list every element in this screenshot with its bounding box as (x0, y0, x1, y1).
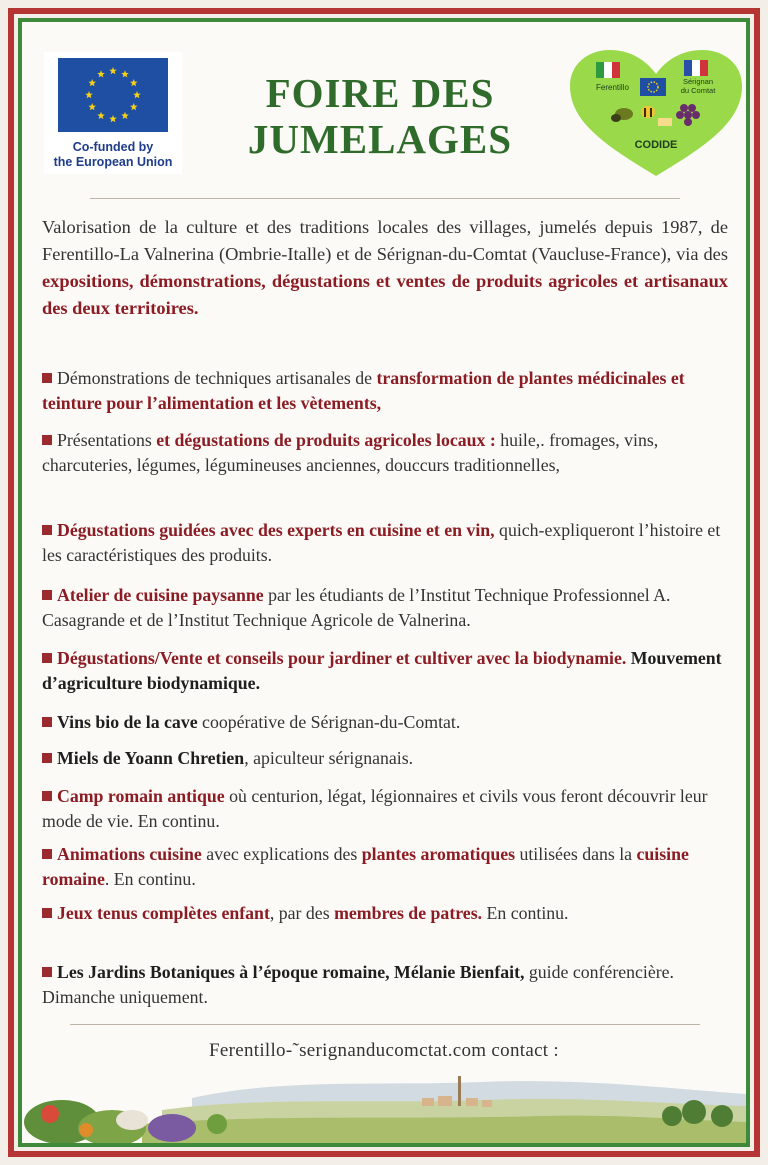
eu-star-icon (97, 70, 105, 77)
eu-star-icon (133, 91, 141, 98)
landscape-illustration (22, 1068, 746, 1143)
eu-star-icon (121, 112, 129, 119)
bullet-icon (42, 717, 52, 727)
france-flag-icon (684, 60, 708, 76)
list-item: Atelier de cuisine paysanne par les étudiants de l’Institut Technique Professionnel A. Casagrande et de l’Institut Technique Agricole de Valnerina. (42, 585, 671, 630)
bullet-icon (42, 849, 52, 859)
list-item: Démonstrations de techniques artisanales de transformation de plantes médicinales et teinture pour l’alimentation et les vètements, (42, 368, 685, 413)
eu-logo-line2: the European Union (53, 155, 173, 169)
eu-cofunded-logo (44, 52, 182, 174)
eu-logo-line1: Co-funded by (72, 140, 154, 154)
codide-right-town-1: Sérignan (682, 77, 714, 86)
bullet-icon (42, 590, 52, 600)
divider-bottom (70, 1024, 700, 1025)
bullet-icon (42, 653, 52, 663)
eu-star-icon (97, 112, 105, 119)
divider-top (90, 198, 680, 199)
codide-left-town: Ferentillo (596, 83, 629, 92)
title-line2: JUMELAGES (247, 116, 513, 162)
list-item: Dégustations guidées avec des experts en cuisine et en vin, quich-expliqueront l’histoire et les caractéristiques des produits. (42, 520, 721, 565)
list-item: Dégustations/Vente et conseils pour jardiner et cultiver avec la biodynamie. Mouvement d’agriculture biodynamique. (42, 648, 722, 693)
small-eu-flag-icon (640, 78, 666, 96)
intro-text: Valorisation de la culture et des traditions locales des villages, jumelés depuis 1987, de Ferentillo-La Valnerina (Ombrie-Italle) et de Sérignan-du-Comtat (Vaucluse-France), via des (42, 217, 728, 264)
list-item: Présentations et dégustations de produits agricoles locaux : huile,. fromages, vins, charcuteries, légumes, légumineuses anciennes, douccurs traditionnelles, (42, 430, 659, 475)
codide-name: CODIDE (634, 139, 678, 151)
eu-star-icon (109, 67, 117, 74)
list-item: Animations cuisine avec explications des plantes aromatiques utilisées dans la cuisine romaine. En continu. (42, 844, 689, 889)
eu-star-icon (121, 70, 129, 77)
codide-right-town-2: du Comtat (680, 86, 716, 95)
bullet-icon (42, 373, 52, 383)
bee-icon (641, 106, 655, 118)
list-item: Les Jardins Botaniques à l’époque romaine, Mélanie Bienfait, guide conférencière. Dimanche uniquement. (42, 962, 675, 1007)
italy-flag-icon (596, 62, 620, 78)
intro-paragraph (42, 214, 728, 322)
eu-star-icon (88, 79, 96, 86)
eu-star-icon (88, 103, 96, 110)
list-item: Jeux tenus complètes enfant, par des membres de patres. En continu. (42, 901, 732, 926)
list-item: Vins bio de la cave coopérative de Sérignan-du-Comtat. (42, 710, 732, 735)
cheese-icon (658, 118, 672, 126)
page-title (200, 70, 560, 162)
eu-star-icon (130, 79, 138, 86)
bullet-icon (42, 791, 52, 801)
bullet-icon (42, 435, 52, 445)
title-line1: FOIRE DES (265, 70, 495, 116)
bullet-icon (42, 753, 52, 763)
eu-star-icon (85, 91, 93, 98)
list-item: Camp romain antique où centurion, légat, légionnaires et civils vous feront découvrir leur mode de vie. En continu. (42, 786, 708, 831)
eu-star-icon (109, 115, 117, 122)
intro-highlight: expositions, démonstrations, dégustations et ventes de produits agricoles et artisanaux des deux territoires. (42, 271, 728, 318)
eu-logo-text (44, 140, 182, 170)
bullet-icon (42, 525, 52, 535)
eu-flag-icon (58, 58, 168, 132)
eu-star-icon (130, 103, 138, 110)
bullet-icon (42, 967, 52, 977)
list-item: Miels de Yoann Chretien, apiculteur sérignanais. (42, 746, 732, 771)
bullet-icon (42, 908, 52, 918)
codide-heart-logo (566, 48, 746, 178)
footer-contact: Ferentillo-˜serignanducomctat.com contact : (208, 1040, 560, 1061)
